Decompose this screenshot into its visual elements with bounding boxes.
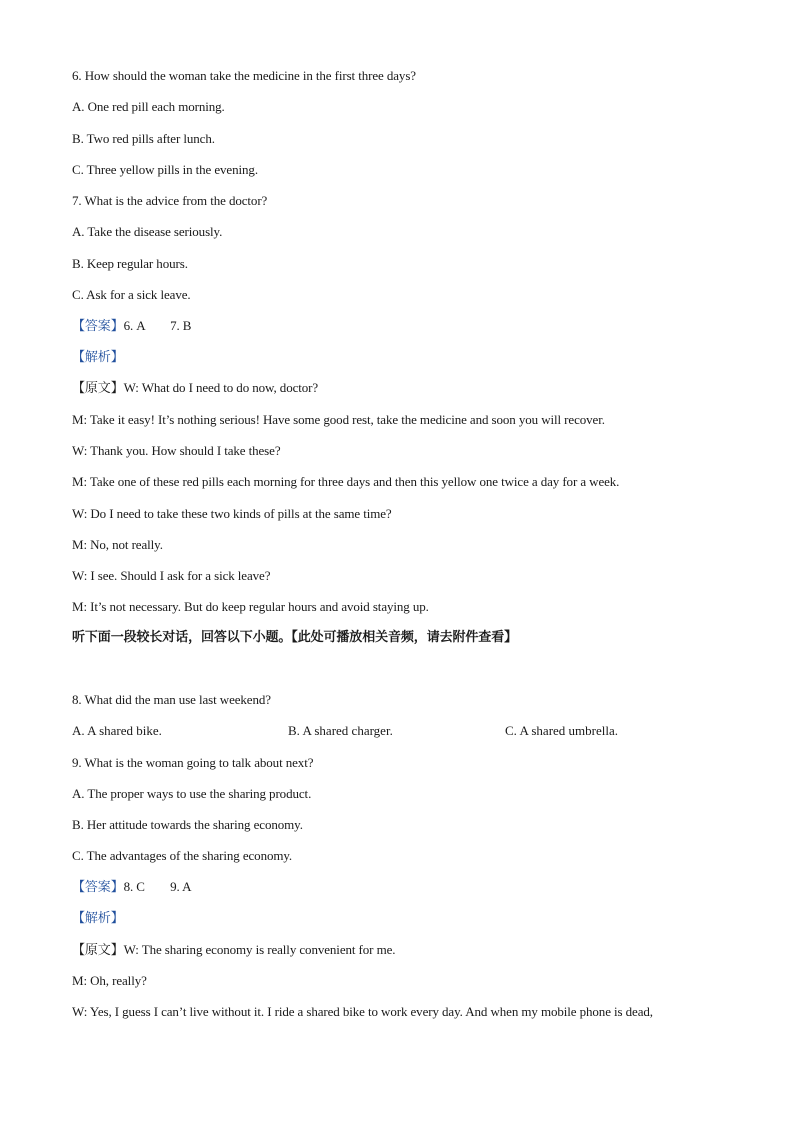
- answer-tag: 【答案】: [72, 318, 124, 333]
- question-6: 6. How should the woman take the medicine in the first three days?: [72, 68, 416, 83]
- transcript-line: W: Yes, I guess I can’t live without it. I ride a shared bike to work every day. And when my mobile phone is dead,: [72, 1004, 653, 1019]
- transcript-tag: 【原文】: [72, 942, 124, 957]
- q7-option-c: C. Ask for a sick leave.: [72, 287, 191, 302]
- q9-option-b: B. Her attitude towards the sharing economy.: [72, 817, 303, 832]
- analysis-tag: 【解析】: [72, 910, 124, 925]
- q8-option-b: B. A shared charger.: [288, 723, 393, 738]
- q6-option-b: B. Two red pills after lunch.: [72, 131, 215, 146]
- analysis-tag: 【解析】: [72, 349, 124, 364]
- q7-option-a: A. Take the disease seriously.: [72, 224, 223, 239]
- q8-option-a: A. A shared bike.: [72, 723, 162, 738]
- answer-text: 6. A 7. B: [123, 318, 192, 333]
- question-9: 9. What is the woman going to talk about next?: [72, 755, 314, 770]
- transcript-line: M: Oh, really?: [72, 973, 147, 988]
- transcript-line: M: It’s not necessary. But do keep regular hours and avoid staying up.: [72, 599, 429, 614]
- answer-line-2: [72, 879, 191, 895]
- answer-tag: 【答案】: [72, 879, 124, 894]
- q9-option-a: A. The proper ways to use the sharing product.: [72, 786, 312, 801]
- transcript-line: M: Take it easy! It’s nothing serious! Have some good rest, take the medicine and soon you will recover.: [72, 412, 605, 427]
- transcript-line: W: I see. Should I ask for a sick leave?: [72, 568, 271, 583]
- q6-option-c: C. Three yellow pills in the evening.: [72, 162, 258, 177]
- q9-option-c: C. The advantages of the sharing economy.: [72, 848, 293, 863]
- answer-line-1: [72, 318, 191, 334]
- q8-option-c: C. A shared umbrella.: [505, 723, 619, 738]
- answer-text: 8. C 9. A: [123, 879, 192, 894]
- transcript-tag: 【原文】: [72, 380, 124, 395]
- q6-option-a: A. One red pill each morning.: [72, 99, 225, 114]
- transcript-line: [72, 942, 395, 958]
- transcript-line: W: Thank you. How should I take these?: [72, 443, 281, 458]
- transcript-text: W: What do I need to do now, doctor?: [123, 380, 319, 395]
- q7-option-b: B. Keep regular hours.: [72, 256, 188, 271]
- question-7: 7. What is the advice from the doctor?: [72, 193, 268, 208]
- transcript-line: M: Take one of these red pills each morning for three days and then this yellow one twice a day for a week.: [72, 474, 620, 489]
- transcript-line: [72, 380, 318, 396]
- transcript-text: W: The sharing economy is really convenient for me.: [123, 942, 396, 957]
- transcript-line: W: Do I need to take these two kinds of pills at the same time?: [72, 506, 392, 521]
- listening-instruction: 听下面一段较长对话，回答以下小题。【此处可播放相关音频，请去附件查看】: [72, 630, 518, 645]
- question-8: 8. What did the man use last weekend?: [72, 692, 271, 707]
- transcript-line: M: No, not really.: [72, 537, 163, 552]
